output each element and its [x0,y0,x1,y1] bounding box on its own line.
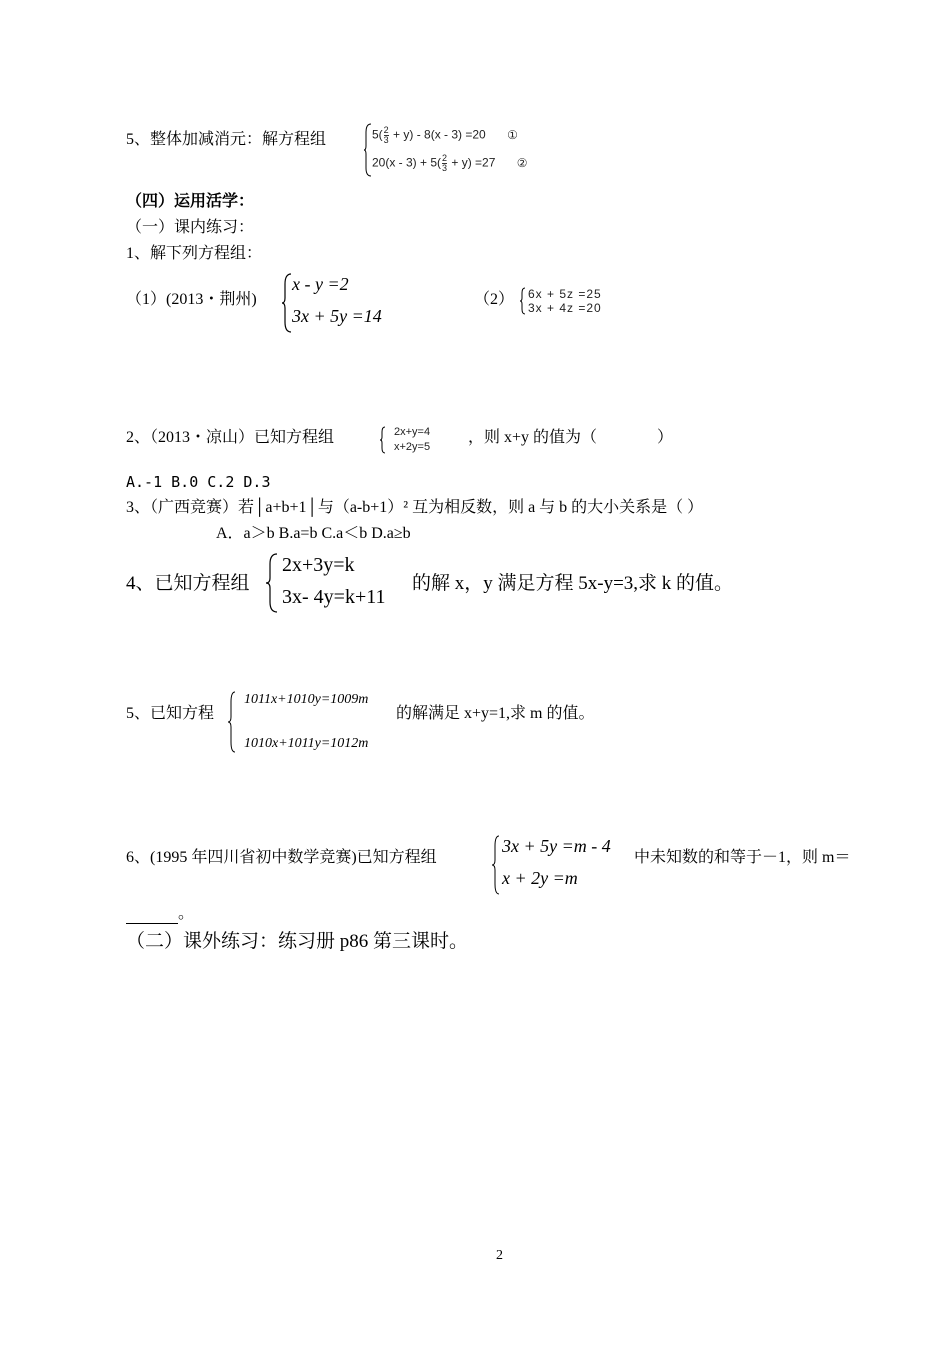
exercise-2-system [380,426,470,456]
ex2-eq1: 2x+y=4 [394,426,431,438]
exercise-6-question: 中未知数的和等于－1，则 m＝ [634,849,851,866]
q5-equation-system [364,122,654,178]
answer-blank[interactable] [126,907,178,924]
exercise-4-label: 4、已知方程组 [126,573,250,594]
exercise-4-system [266,552,416,614]
exercise-1-part2-label: （2） [474,291,515,308]
ex6-eq2: x + 2y =m [502,868,578,888]
exercise-2-question: ，则 x+y 的值为（ ） [468,429,674,446]
brace-icon [266,552,278,614]
page-number: 2 [496,1248,503,1263]
exercise-5-label: 5、已知方程 [126,705,215,722]
ex4-eq1: 2x+3y=k [282,554,355,576]
ex5-eq2: 1010x+1011y=1012m [244,736,369,751]
exercise-1-part2-system [520,287,680,317]
exercise-6-label: 6、(1995 年四川省初中数学竞赛)已知方程组 [126,849,437,866]
brace-icon [492,834,500,896]
exercise-1-title: 1、解下列方程组： [126,245,263,262]
homework-line: （二）课外练习：练习册 p86 第三课时。 [126,931,469,952]
brace-icon [364,122,372,178]
ex5-eq1: 1011x+1010y=1009m [244,692,369,707]
exercise-5-system [228,690,398,754]
brace-icon [380,426,386,454]
q5-eq1: 5( $\frac{2}{3}$ + y) - 8(x - 3) =20 ① [372,125,518,145]
exercise-2-label: 2、（2013・凉山）已知方程组 [126,429,335,446]
exercise-6-system [492,834,642,896]
brace-icon [282,272,292,334]
exercise-3-question: 3、（广西竞赛）若│a+b+1│与（a-b+1）² 互为相反数，则 a 与 b 的大小关系是（ ） [126,499,704,516]
q5-eq2: 20(x - 3) + 5( $\frac{2}{3}$ + y) =27 ② [372,153,528,173]
brace-icon [520,287,526,315]
ex6-eq1: 3x + 5y =m - 4 [502,836,611,856]
subsection-title: （一）课内练习： [126,219,255,236]
ex4-eq2: 3x- 4y=k+11 [282,586,386,608]
exercise-2-options: A.-1 B.0 C.2 D.3 [126,473,271,491]
q5-label: 5、整体加减消元：解方程组 [126,131,327,148]
ex2-eq2: x+2y=5 [394,441,431,453]
exercise-1-part1-label: （1）(2013・荆州) [126,291,257,308]
exercise-3-options: A．a＞b B.a=b C.a＜b D.a≥b [216,525,411,542]
p2-eq2: 3x + 4z =20 [528,301,602,315]
exercise-1-part1-system [282,272,422,334]
brace-icon [228,690,236,754]
exercise-4-question: 的解 x，y 满足方程 5x-y=3,求 k 的值。 [412,573,734,594]
p1-eq2: 3x + 5y =14 [292,306,382,326]
exercise-5-question: 的解满足 x+y=1,求 m 的值。 [396,705,595,722]
p1-eq1: x - y =2 [292,274,349,294]
exercise-6-answer-line: 。 [126,904,194,924]
p2-eq1: 6x + 5z =25 [528,287,602,301]
section-title: （四）运用活学： [126,193,255,210]
